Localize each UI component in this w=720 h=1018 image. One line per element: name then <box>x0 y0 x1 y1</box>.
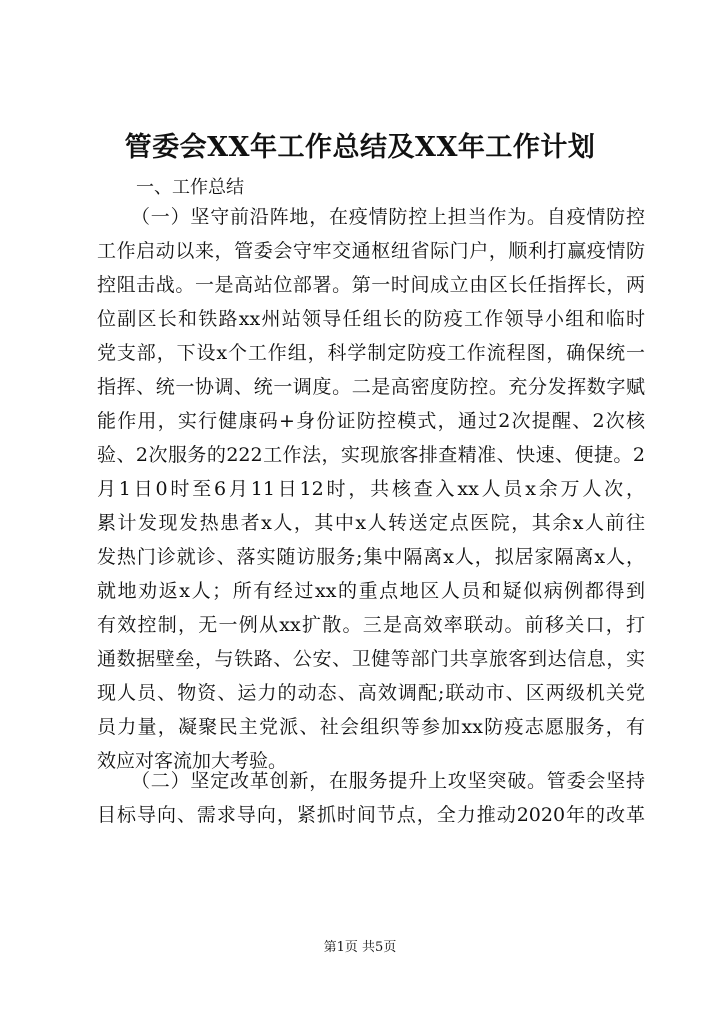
paragraph-1 <box>97 200 645 778</box>
paragraph-line: 通数据壁垒，与铁路、公安、卫健等部门共享旅客到达信息，实 <box>97 648 645 670</box>
paragraph-line: 效应对客流加大考验。 <box>97 750 288 772</box>
paragraph-line: 能作用，实行健康码+身份证防控模式，通过2次提醒、2次核 <box>97 410 645 432</box>
paragraph-line: 现人员、物资、运力的动态、高效调配;联动市、区两级机关党 <box>97 682 645 704</box>
paragraph-line: 员力量，凝聚民主党派、社会组织等参加xx防疫志愿服务，有 <box>97 716 645 738</box>
section-heading: 一、工作总结 <box>136 177 244 198</box>
paragraph-line: 党支部，下设x个工作组，科学制定防疫工作流程图，确保统一 <box>97 342 645 364</box>
paragraph-2 <box>97 764 645 832</box>
document-title: 管委会XX年工作总结及XX年工作计划 <box>124 132 596 163</box>
paragraph-line: （一）坚守前沿阵地，在疫情防控上担当作为。自疫情防控 <box>131 206 645 228</box>
paragraph-line: 累计发现发热患者x人，其中x人转送定点医院，其余x人前往 <box>97 512 645 534</box>
paragraph-line: 目标导向、需求导向，紧抓时间节点，全力推动2020年的改革 <box>97 804 645 826</box>
paragraph-line: 发热门诊就诊、落实随访服务;集中隔离x人，拟居家隔离x人， <box>97 546 645 568</box>
page-footer: 第1页 共5页 <box>323 940 397 955</box>
paragraph-line: 验、2次服务的222工作法，实现旅客排查精准、快速、便捷。2 <box>97 444 645 466</box>
paragraph-line: 有效控制，无一例从xx扩散。三是高效率联动。前移关口，打 <box>97 614 645 636</box>
paragraph-line: 就地劝返x人；所有经过xx的重点地区人员和疑似病例都得到 <box>97 580 645 602</box>
paragraph-line: 工作启动以来，管委会守牢交通枢纽省际门户，顺利打赢疫情防 <box>97 240 645 262</box>
paragraph-line: 控阻击战。一是高站位部署。第一时间成立由区长任指挥长，两 <box>97 274 645 296</box>
paragraph-line: （二）坚定改革创新，在服务提升上攻坚突破。管委会坚持 <box>131 770 645 792</box>
paragraph-line: 指挥、统一协调、统一调度。二是高密度防控。充分发挥数字赋 <box>97 376 645 398</box>
paragraph-line: 月1日0时至6月11日12时，共核查入xx人员x余万人次， <box>97 478 645 500</box>
paragraph-line: 位副区长和铁路xx州站领导任组长的防疫工作领导小组和临时 <box>97 308 645 330</box>
